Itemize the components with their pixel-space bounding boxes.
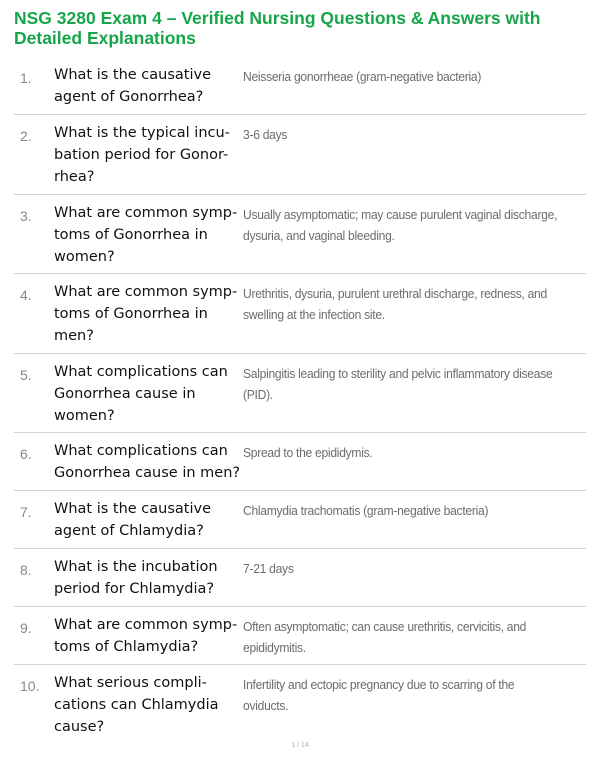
question-number: 1. xyxy=(20,70,32,86)
question-text: What serious compli-cations can Chlamydia cause? xyxy=(54,675,219,735)
question-text: What are common symp-toms of Chlamydia? xyxy=(54,617,238,655)
question-number: 4. xyxy=(20,287,32,303)
qa-row xyxy=(14,195,586,274)
page-indicator: 1 / 14 xyxy=(291,742,309,749)
answer-text: Salpingitis leading to sterility and pelvic inflammatory disease (PID). xyxy=(243,366,553,402)
qa-row xyxy=(14,491,586,549)
document-title: NSG 3280 Exam 4 – Verified Nursing Questions & Answers with Detailed Explanations xyxy=(14,8,541,48)
answer-text: Often asymptomatic; can cause urethritis, cervicitis, and epididymitis. xyxy=(243,619,527,655)
answer-text: Urethritis, dysuria, purulent urethral discharge, redness, and swelling at the infection site. xyxy=(243,286,547,322)
qa-row xyxy=(14,607,586,665)
qa-row xyxy=(14,665,586,745)
question-text: What is the incubation period for Chlamydia? xyxy=(54,559,218,597)
question-number: 8. xyxy=(20,562,32,578)
question-text: What are common symp-toms of Gonorrhea in women? xyxy=(54,205,238,265)
question-number: 3. xyxy=(20,208,32,224)
qa-row xyxy=(14,115,586,195)
answer-text: 7-21 days xyxy=(243,561,294,576)
question-text: What complications can Gonorrhea cause in women? xyxy=(54,364,228,424)
question-number: 7. xyxy=(20,504,32,520)
answer-text: Chlamydia trachomatis (gram-negative bacteria) xyxy=(243,503,489,518)
question-number: 2. xyxy=(20,128,32,144)
qa-row xyxy=(14,354,586,433)
question-text: What is the causative agent of Gonorrhea? xyxy=(54,67,212,105)
qa-row xyxy=(14,274,586,354)
qa-row xyxy=(14,57,586,115)
answer-text: Infertility and ectopic pregnancy due to scarring of the oviducts. xyxy=(243,677,515,713)
question-number: 10. xyxy=(20,678,40,694)
qa-list xyxy=(14,57,586,745)
answer-text: Usually asymptomatic; may cause purulent vaginal discharge, dysuria, and vaginal bleeding. xyxy=(243,207,558,243)
qa-row xyxy=(14,549,586,607)
answer-text: Neisseria gonorrheae (gram-negative bacteria) xyxy=(243,69,482,84)
question-number: 6. xyxy=(20,446,32,462)
question-text: What are common symp-toms of Gonorrhea in men? xyxy=(54,284,238,344)
question-number: 9. xyxy=(20,620,32,636)
qa-row xyxy=(14,433,586,491)
answer-text: Spread to the epididymis. xyxy=(243,445,373,460)
question-text: What is the typical incu-bation period for Gonor-rhea? xyxy=(54,125,230,185)
question-text: What is the causative agent of Chlamydia? xyxy=(54,501,212,539)
question-number: 5. xyxy=(20,367,32,383)
answer-text: 3-6 days xyxy=(243,127,288,142)
question-text: What complications can Gonorrhea cause in men? xyxy=(54,443,241,481)
